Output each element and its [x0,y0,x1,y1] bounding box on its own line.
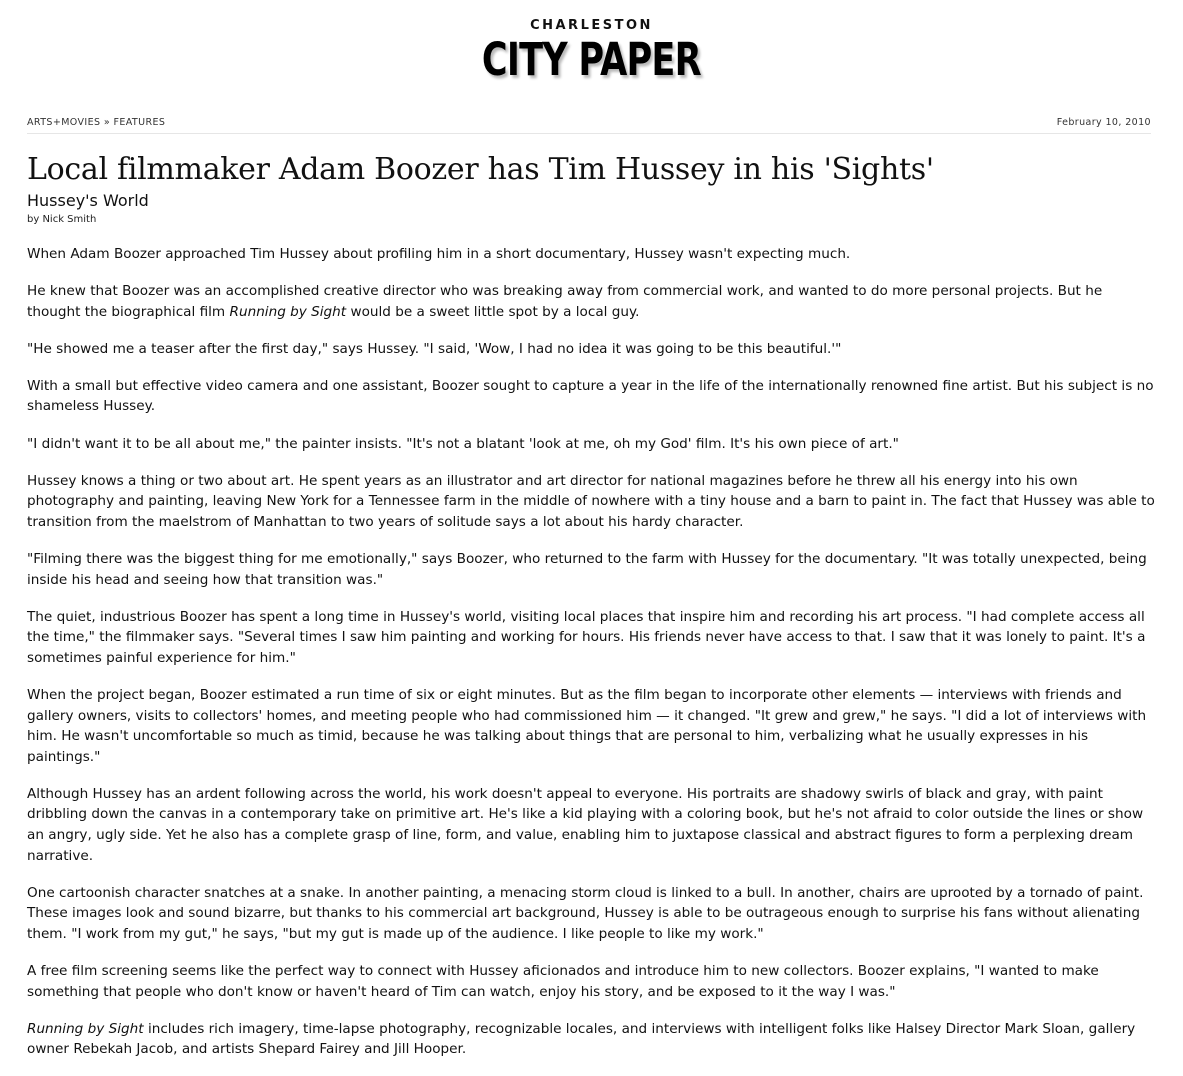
paragraph: Hussey knows a thing or two about art. He spent years as an illustrator and art director for national magazines before he threw all his energy into his own photography and painting, leaving New York for a Tennessee farm in the middle of nowhere with a tiny house and a barn to paint in. The fact that Hussey was able to transition from the maelstrom of Manhattan to two years of solitude says a lot about his hardy character. [27,472,1155,530]
paragraph: "Filming there was the biggest thing for me emotionally," says Boozer, who returned to the farm with Hussey for the documentary. "It was totally unexpected, being inside his head and seeing how that transition was." [27,550,1147,588]
breadcrumb[interactable]: ARTS+MOVIES » FEATURES [27,117,166,128]
film-title: Running by Sight [27,1020,144,1037]
publish-date: February 10, 2010 [1056,117,1151,128]
article-byline[interactable]: by Nick Smith [27,214,97,225]
paragraph-text: would be a sweet little spot by a local guy. [350,303,640,320]
paragraph: When the project began, Boozer estimated a run time of six or eight minutes. But as the film began to incorporate other elements — interviews with friends and gallery owners, visits to collectors' homes, and meeting people who had commissioned him — it changed. "It grew and grew," he says. "I did a lot of interviews with him. He wasn't uncomfortable so much as timid, because he was talking about things that are personal to him, verbalizing what he usually expresses in his paintings." [27,686,1147,765]
paragraph: When Adam Boozer approached Tim Hussey about profiling him in a short documentary, Hussey wasn't expecting much. [27,246,851,262]
paragraph: "I didn't want it to be all about me," the painter insists. "It's not a blatant 'look at me, oh my God' film. It's his own piece of art." [27,435,899,452]
paragraph: One cartoonish character snatches at a snake. In another painting, a menacing storm cloud is linked to a bull. In another, chairs are uprooted by a tornado of paint. These images look and sound bizarre, but thanks to his commercial art background, Hussey is able to be outrageous enough to surprise his fans without alienating them. "I work from my gut," he says, "but my gut is made up of the audience. I like people to like my work." [27,884,1144,942]
masthead-logo[interactable]: CITY PAPER [481,33,701,86]
paragraph: A free film screening seems like the perfect way to connect with Hussey aficionados and introduce him to new collectors. Boozer explains, "I wanted to make something that people who don't know or haven't heard of Tim can watch, enjoy his story, and be exposed to it the way I was." [27,962,1099,1000]
masthead-kicker: CHARLESTON [530,18,653,33]
masthead [0,18,1183,84]
paragraph: With a small but effective video camera and one assistant, Boozer sought to capture a year in the life of the internationally renowned fine artist. But his subject is no shameless Hussey. [27,377,1154,415]
article-headline: Local filmmaker Adam Boozer has Tim Hussey in his 'Sights' [27,152,934,187]
paragraph-text: He knew that Boozer was an accomplished creative director who was breaking away from commercial work, and wanted to do more personal projects. But he thought the biographical film [27,283,1103,320]
article-subhead: Hussey's World [27,191,149,210]
paragraph [27,1019,1155,1060]
paragraph: "He showed me a teaser after the first day," says Hussey. "I said, 'Wow, I had no idea it was going to be this beautiful.'" [27,340,842,357]
paragraph-text: includes rich imagery, time-lapse photography, recognizable locales, and interviews with intelligent folks like Halsey Director Mark Sloan, gallery owner Rebekah Jacob, and artists Shepard Fairey and Jill Hooper. [27,1020,1136,1058]
article-body [27,244,1155,1076]
film-title: Running by Sight [229,303,347,320]
section-bar [27,117,1151,134]
paragraph: Although Hussey has an ardent following across the world, his work doesn't appeal to everyone. His portraits are shadowy swirls of black and gray, with paint dribbling down the canvas in a contemporary take on primitive art. He's like a kid playing with a coloring book, but he's not afraid to color outside the lines or show an angry, ugly side. Yet he also has a complete grasp of line, form, and value, enabling him to juxtapose classical and abstract figures to form a perplexing dream narrative. [27,785,1144,864]
paragraph [27,281,1155,322]
paragraph: The quiet, industrious Boozer has spent a long time in Hussey's world, visiting local places that inspire him and recording his art process. "I had complete access all the time," the filmmaker says. "Several times I saw him painting and working for hours. His friends never have access to that. I saw that it was lonely to paint. It's a sometimes painful experience for him." [27,608,1146,666]
